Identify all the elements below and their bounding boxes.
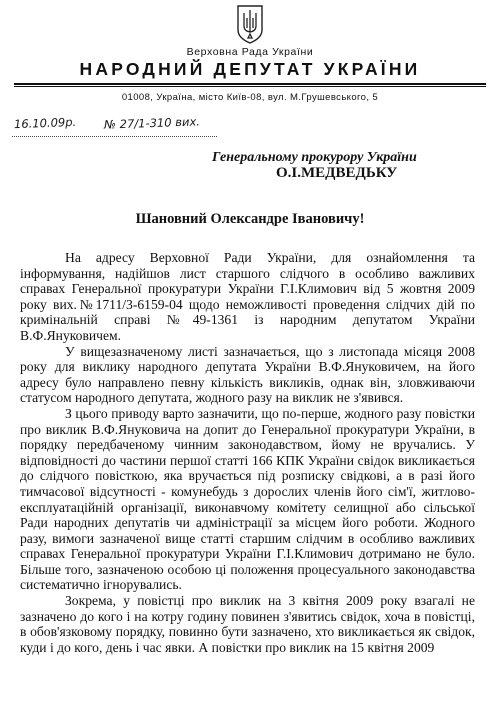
letterhead-address: 01008, Україна, місто Київ-08, вул. М.Грушевського, 5 bbox=[121, 92, 379, 103]
addressee-position: Генеральному прокурору України bbox=[212, 150, 417, 165]
header-divider-thick bbox=[14, 83, 486, 85]
header-divider-thin bbox=[14, 86, 486, 87]
letter-body bbox=[20, 250, 475, 655]
paragraph: З цього приводу варто зазначити, що по-перше, жодного разу повістки про виклик В.Ф.Януковича на допит до Генеральної прокуратури України, в порядку передбаченому чинним законодавством, йому не вручались. У відповідності до частини першої статті 166 КПК України свідок викликається до слідчого повісткою, яка вручається під розписку свідкові, а в разі його тимчасової відсутності - комунебудь з дорослих членів його сім'ї, житлово-експлуатаційній організації, виконавчому комітету селищної або сільської Ради народних депутатів чи адміністрації за місцем його роботи. Жодного разу, вимоги зазначеної вище статті старшим слідчим в особливо важливих справах Генеральної прокуратури України Г.І.Климович дотримано не було. Більше того, зазначеною особою ці положення процесуального законодавства систематично ігнорувались. bbox=[20, 405, 475, 593]
paragraph: У вищезазначеному листі зазначається, що з листопада місяця 2008 року для виклику народного депутата України В.Ф.Януковичем, на його адресу було направлено певну кількість викликів, однак він, зловживаючи статусом народного депутата, жодного разу на виклик не з'явився. bbox=[20, 343, 475, 406]
registration-date: 16.10.09р. bbox=[13, 114, 77, 132]
paragraph: На адресу Верховної Ради України, для ознайомлення та інформування, надійшов лист старшого слідчого в особливо важливих справах Генеральної прокуратури України Г.І.Климович від 5 жовтня 2009 року вих.№1711/3-6159-04 щодо неможливості проведення слідчих дій по кримінальній справі №49-1361 із народним депутатом України В.Ф.Януковичем. bbox=[20, 250, 475, 343]
letterhead-title: НАРОДНИЙ ДЕПУТАТ УКРАЇНИ bbox=[79, 59, 421, 79]
registration-number: № 27/1-310 вих. bbox=[103, 114, 201, 132]
paragraph: Зокрема, у повістці про виклик на 3 квітня 2009 року взагалі не зазначено до кого і на котру годину повинен з'явитись свідок, хоча в повістці, в обов'язковому порядку, повинно бути зазначено, хто викликається як свідок, куди і до кого, день і час явки. А повістки про виклик на 15 квітня 2009 bbox=[20, 593, 475, 655]
salutation: Шановний Олександре Івановичу! bbox=[135, 211, 365, 227]
addressee-name: О.І.МЕДВЕДЬКУ bbox=[276, 165, 398, 181]
trident-emblem-icon bbox=[236, 4, 264, 44]
parliament-name: Верховна Рада України bbox=[186, 46, 314, 58]
